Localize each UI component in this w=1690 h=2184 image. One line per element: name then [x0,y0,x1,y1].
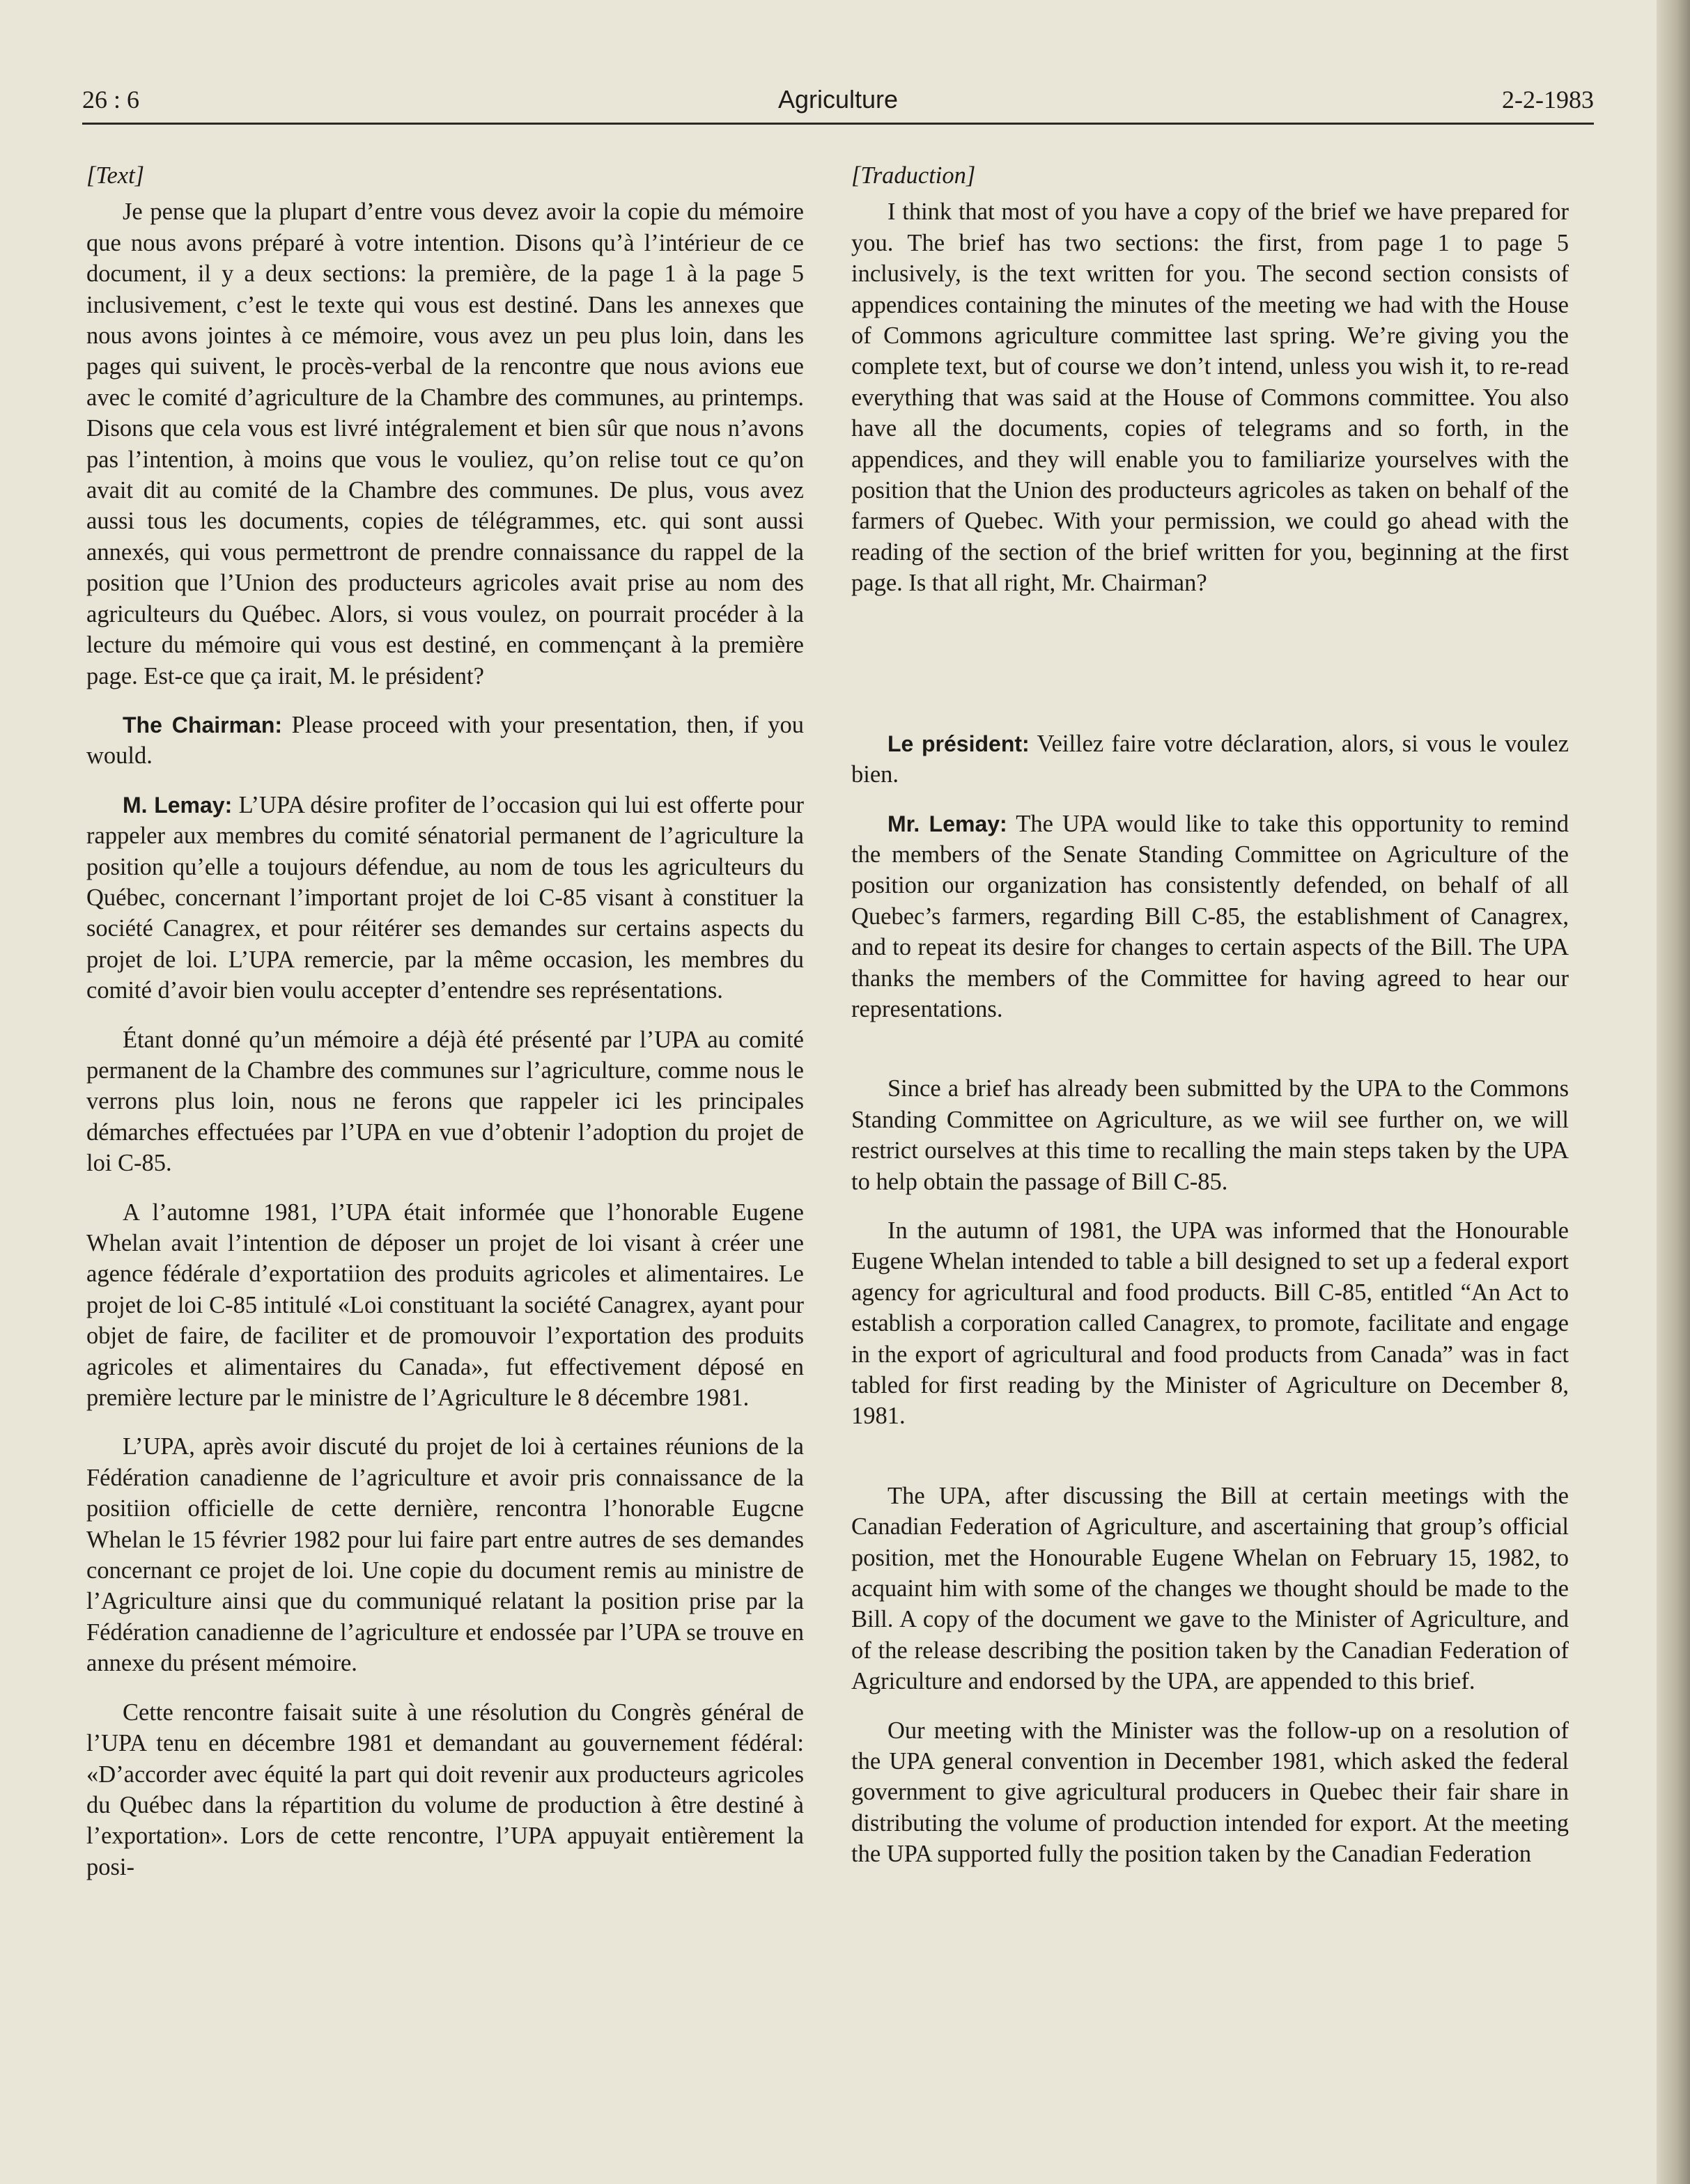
paragraph-autumn: In the autumn of 1981, the UPA was informed that the Honourable Eugene Whelan intended to table a bill designed to set up a federal export agency for agricultural and food products. Bill C-85, entitled “An Act to establish a corporation called Canagrex, to promote, facilitate and engage in the export of agricultural and food products from Canada” was in fact tabled for first reading by the Minister of Agriculture on December 8, 1981. [851,1217,1569,1430]
page-number: 26 : 6 [82,86,140,114]
text-tag: [Text] [86,162,145,189]
paragraph-since: Since a brief has already been submitted by the UPA to the Commons Standing Committee on Agriculture, as we wiil see further on, we will restrict ourselves at this time to recalling the main steps taken by the UPA to help obtain the passage of Bill C-85. [851,1075,1569,1195]
page-edge [1657,0,1690,2184]
mr-lemay-remark: The UPA would like to take this opportunity to remind the members of the Senate Standing Committee on Agriculture of the position our organization has consistently defended, on behalf of all Quebec’s farmers, regarding Bill C-85, the establishment of Canagrex, and to repeat its desire for changes to certain aspects of the Bill. The UPA thanks the members of the Committee for having agreed to hear our representations. [851,810,1569,1022]
speaker-president: Le président: [887,731,1030,756]
paragraph-chairman-fr [86,710,804,772]
header-rule [82,123,1594,125]
paragraph-meeting: Our meeting with the Minister was the follow-up on a resolution of the UPA general convention in December 1981, which asked the federal government to give agricultural producers in Quebec their fair share in distributing the volume of production intended for export. At the meeting the UPA supported fully the position taken by the Canadian Federation [851,1717,1569,1868]
paragraph-etant: Étant donné qu’un mémoire a déjà été présenté par l’UPA au comité permanent de la Chambre des communes sur l’agriculture, comme nous le verrons plus loin, nous ne ferons que rappeler ici les principales démarches effectuées par l’UPA en vue d’obtenir l’adoption du projet de loi C-85. [86,1026,804,1177]
paragraph-lemay-fr [86,790,804,1006]
speaker-lemay: M. Lemay: [123,792,233,818]
page-header [82,85,1594,121]
speaker-mr-lemay: Mr. Lemay: [887,811,1007,836]
paragraph-upa-en: The UPA, after discussing the Bill at certain meetings with the Canadian Federation of Agriculture, and ascertaining that group’s official position, met the Honourable Eugene Whelan on February 15, 1982, to acquaint him with some of the changes we thought should be made to the Bill. A copy of the document we gave to the Minister of Agriculture, and of the release describing the position taken by the Canadian Federation of Agriculture and endorsed by the UPA, are appended to this brief. [851,1482,1569,1695]
paragraph-lemay-en [851,809,1569,1025]
paragraph-intro-fr: Je pense que la plupart d’entre vous devez avoir la copie du mémoire que nous avons préparé à votre intention. Disons qu’à l’intérieur de ce document, il y a deux sections: la première, de la page 1 à la page 5 inclusivement, c’est le texte qui vous est destiné. Dans les annexes que nous avons jointes à ce mémoire, vous avez un peu plus loin, dans les pages qui suivent, le procès-verbal de la rencontre que nous avions eue avec le comité d’agriculture de la Chambre des communes, au printemps. Disons que cela vous est livré intégralement et bien sûr que nous n’avons pas l’intention, à moins que vous le vouliez, qu’on relise tout ce qu’on avait dit au comité de la Chambre des communes. De plus, vous avez aussi tous les documents, copies de télégrammes, etc. qui sont aussi annexés, qui vous permettront de prendre connaissance du rappel de la position que l’Union des producteurs agricoles avait prise au nom des agriculteurs du Québec. Alors, si vous voulez, on pourrait procéder à la lecture du mémoire qui vous est destiné, en commençant à la première page. Est-ce que ça irait, M. le président? [86,198,804,689]
president-remark: Veillez faire votre déclaration, alors, si vous le voulez bien. [851,730,1569,788]
paragraph-intro-en: I think that most of you have a copy of the brief we have prepared for you. The brief has two sections: the first, from page 1 to page 5 inclusively, is the text written for you. The second section consists of appendices containing the minutes of the meeting we had with the House of Commons agriculture committee last spring. We’re giving you the complete text, but of course we don’t intend, unless you wish it, to re-read everything that was said at the House of Commons committee. You also have all the documents, copies of telegrams and so forth, in the appendices, and they will enable you to familiarize yourselves with the position that the Union des producteurs agricoles as taken on behalf of the farmers of Quebec. With your permission, we could go ahead with the reading of the section of the brief written for you, beginning at the first page. Is that all right, Mr. Chairman? [851,198,1569,597]
speaker-chairman: The Chairman: [123,712,283,738]
lemay-remark: L’UPA désire profiter de l’occasion qui lui est offerte pour rappeler aux membres du comité sénatorial permanent de l’agriculture la position qu’elle a toujours défendue, au nom de tous les agriculteurs du Québec, concernant l’important projet de loi C-85 visant à constituer la société Canagrex, et pour réitérer ses demandes sur certains aspects du projet de loi. L’UPA remercie, par la même occasion, les membres du comité d’avoir bien voulu accepter d’entendre ses représentations. [86,791,804,1004]
translation-tag: [Traduction] [851,162,976,189]
english-column [851,160,1569,1888]
french-column [86,160,804,1901]
page-date: 2-2-1983 [1502,86,1594,114]
paragraph-upa-fr: L’UPA, après avoir discuté du projet de loi à certaines réunions de la Fédération canadienne de l’agriculture et avoir pris connaissance de la positiion officielle de cette dernière, rencontra l’honorable Eugcne Whelan le 15 février 1982 pour lui faire part entre autres de ses demandes concernant ce projet de loi. Une copie du document remis au ministre de l’Agriculture ainsi que du communiqué relatant la position prise par la Fédération canadienne de l’agriculture et endossée par l’UPA se trouve en annexe du présent mémoire. [86,1433,804,1677]
running-title: Agriculture [777,85,899,114]
paragraph-chairman-en [851,728,1569,790]
chairman-remark: Please proceed with your presentation, then, if you would. [86,711,804,770]
paragraph-cette: Cette rencontre faisait suite à une résolution du Congrès général de l’UPA tenu en décembre 1981 et demandant au gouvernement fédéral: «D’accorder avec équité la part qui doit revenir aux producteurs agricoles du Québec dans la répartition du volume de production à être destiné à l’exportation». Lors de cette rencontre, l’UPA appuyait entièrement la posi- [86,1699,804,1880]
paragraph-automne: A l’automne 1981, l’UPA était informée que l’honorable Eugene Whelan avait l’intention de déposer un projet de loi visant à créer une agence fédérale d’exportatiion des produits agricoles et alimentaires. Le projet de loi C-85 intitulé «Loi constituant la société Canagrex, ayant pour objet de faire, de faciliter et de promouvoir l’exportation des produits agricoles et alimentaires du Canada», fut effectivement déposé en première lecture par le ministre de l’Agriculture le 8 décembre 1981. [86,1199,804,1412]
